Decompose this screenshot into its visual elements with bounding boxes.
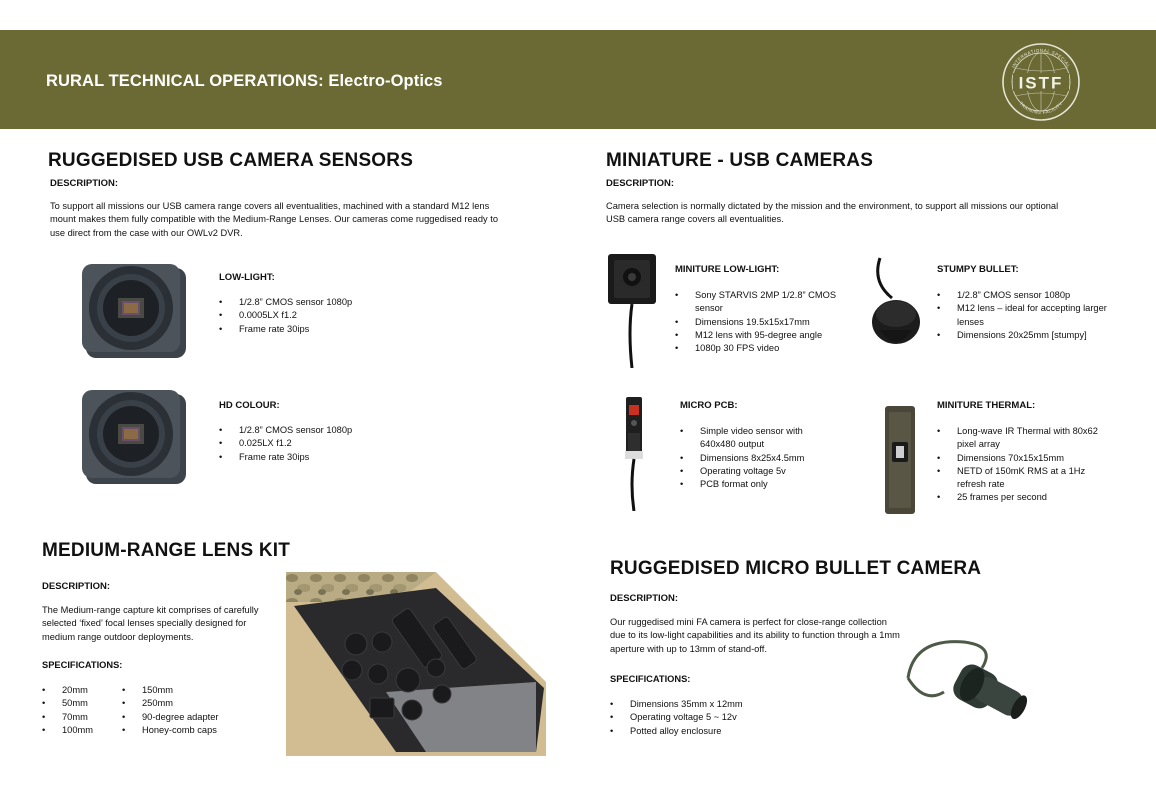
spec-item: • 1/2.8” CMOS sensor 1080p	[937, 289, 1122, 302]
logo-text: ISTF	[1018, 73, 1064, 93]
spec-item: • 1/2.8” CMOS sensor 1080p	[219, 424, 429, 437]
logo-ring-top: INTERNATIONAL SPECIAL	[1010, 47, 1072, 69]
lens-kit-description: The Medium-range capture kit comprises of carefully selected ‘fixed’ focal lenses specially designed for medium range outdoor deployments.	[42, 605, 259, 642]
spec-item: • 1080p 30 FPS video	[675, 342, 860, 355]
lens-kit-image	[286, 572, 546, 756]
spec-item: • Sony STARVIS 2MP 1/2.8” CMOS sensor	[675, 289, 860, 316]
spec-item: • Operating voltage 5 ~ 12v	[610, 711, 840, 724]
spec-item: • 20mm	[42, 684, 122, 697]
spec-item: • Potted alloy enclosure	[610, 725, 840, 738]
low-light-specs	[219, 296, 429, 336]
spec-item: • 50mm	[42, 697, 122, 710]
bullet-desc-label: DESCRIPTION:	[610, 593, 679, 604]
spec-item: • 70mm	[42, 711, 122, 724]
lens-kit-heading: MEDIUM-RANGE LENS KIT	[42, 540, 291, 561]
micro-pcb-image	[620, 395, 648, 511]
header-banner	[0, 30, 1156, 129]
low-light-camera-image	[82, 262, 188, 360]
spec-item: • 0.0005LX f1.2	[219, 309, 429, 322]
spec-item: • Frame rate 30ips	[219, 451, 429, 464]
spec-item: • 90-degree adapter	[122, 711, 252, 724]
spec-item: • 1/2.8” CMOS sensor 1080p	[219, 296, 429, 309]
spec-item: • 0.025LX f1.2	[219, 437, 429, 450]
low-light-label: LOW-LIGHT:	[219, 272, 275, 283]
hd-colour-label: HD COLOUR:	[219, 400, 280, 411]
lens-kit-spec-label: SPECIFICATIONS:	[42, 660, 123, 670]
spec-item: • PCB format only	[680, 478, 840, 491]
miniature-thermal-label: MINITURE THERMAL:	[937, 400, 1036, 411]
bullet-heading: RUGGEDISED MICRO BULLET CAMERA	[610, 558, 982, 579]
stumpy-bullet-specs	[937, 289, 1122, 342]
bullet-specs	[610, 698, 840, 738]
spec-item: • Dimensions 8x25x4.5mm	[680, 452, 840, 465]
micro-bullet-camera-image	[904, 632, 1034, 736]
page-title: RURAL TECHNICAL OPERATIONS: Electro-Optics	[46, 72, 443, 90]
istf-logo	[1001, 42, 1081, 122]
spec-item: • 250mm	[122, 697, 252, 710]
usb-sensors-heading: RUGGEDISED USB CAMERA SENSORS	[48, 150, 414, 171]
mini-usb-desc-label: DESCRIPTION:	[606, 178, 675, 189]
spec-item: • Simple video sensor with 640x480 output	[680, 425, 840, 452]
usb-sensors-description: To support all missions our USB camera range covers all eventualities, machined with a standard M12 lens mount makes them fully compatible with the Medium-Range Lenses. Our cameras come ruggedised ready to use direct from the case with our OWLv2 DVR.	[50, 201, 499, 238]
spec-item: • M12 lens – ideal for accepting larger lenses	[937, 302, 1122, 329]
miniature-thermal-specs	[937, 425, 1112, 505]
micro-pcb-label: MICRO PCB:	[680, 400, 738, 411]
usb-sensors-desc-label: DESCRIPTION:	[50, 178, 119, 189]
lens-kit-desc-label: DESCRIPTION:	[42, 581, 111, 592]
spec-item: • Dimensions 20x25mm [stumpy]	[937, 329, 1122, 342]
stumpy-bullet-label: STUMPY BULLET:	[937, 264, 1019, 275]
hd-colour-specs	[219, 424, 429, 464]
miniature-low-light-label: MINITURE LOW-LIGHT:	[675, 264, 780, 275]
stumpy-bullet-image	[866, 256, 926, 352]
lens-kit-specs-col1	[42, 684, 122, 737]
spec-item: • Dimensions 35mm x 12mm	[610, 698, 840, 711]
spec-item: • Dimensions 70x15x15mm	[937, 452, 1112, 465]
spec-item: • M12 lens with 95-degree angle	[675, 329, 860, 342]
spec-item: • 25 frames per second	[937, 491, 1112, 504]
bullet-spec-label: SPECIFICATIONS:	[610, 674, 691, 684]
bullet-description: Our ruggedised mini FA camera is perfect for close-range collection due to its low-light capabilities and its ability to function through a 1mm aperture with up to 13mm of stand-off.	[610, 617, 900, 654]
spec-item: • Frame rate 30ips	[219, 323, 429, 336]
miniature-thermal-image	[882, 404, 918, 518]
spec-item: • Long-wave IR Thermal with 80x62 pixel array	[937, 425, 1112, 452]
mini-usb-heading: MINIATURE - USB CAMERAS	[606, 150, 874, 171]
miniature-low-light-image	[606, 252, 658, 368]
mini-usb-description: Camera selection is normally dictated by the mission and the environment, to support all missions our optional USB camera range covers all eventualities.	[606, 201, 1059, 225]
hd-colour-camera-image	[82, 388, 188, 486]
micro-pcb-specs	[680, 425, 840, 491]
lens-kit-specs-col2	[122, 684, 252, 737]
spec-item: • Dimensions 19.5x15x17mm	[675, 316, 860, 329]
spec-item: • 100mm	[42, 724, 122, 737]
logo-ring-bottom: TRAINING FACILITY	[1018, 100, 1064, 116]
spec-item: • 150mm	[122, 684, 252, 697]
spec-item: • NETD of 150mK RMS at a 1Hz refresh rate	[937, 465, 1112, 492]
miniature-low-light-specs	[675, 289, 860, 355]
spec-item: • Operating voltage 5v	[680, 465, 840, 478]
spec-item: • Honey-comb caps	[122, 724, 252, 737]
